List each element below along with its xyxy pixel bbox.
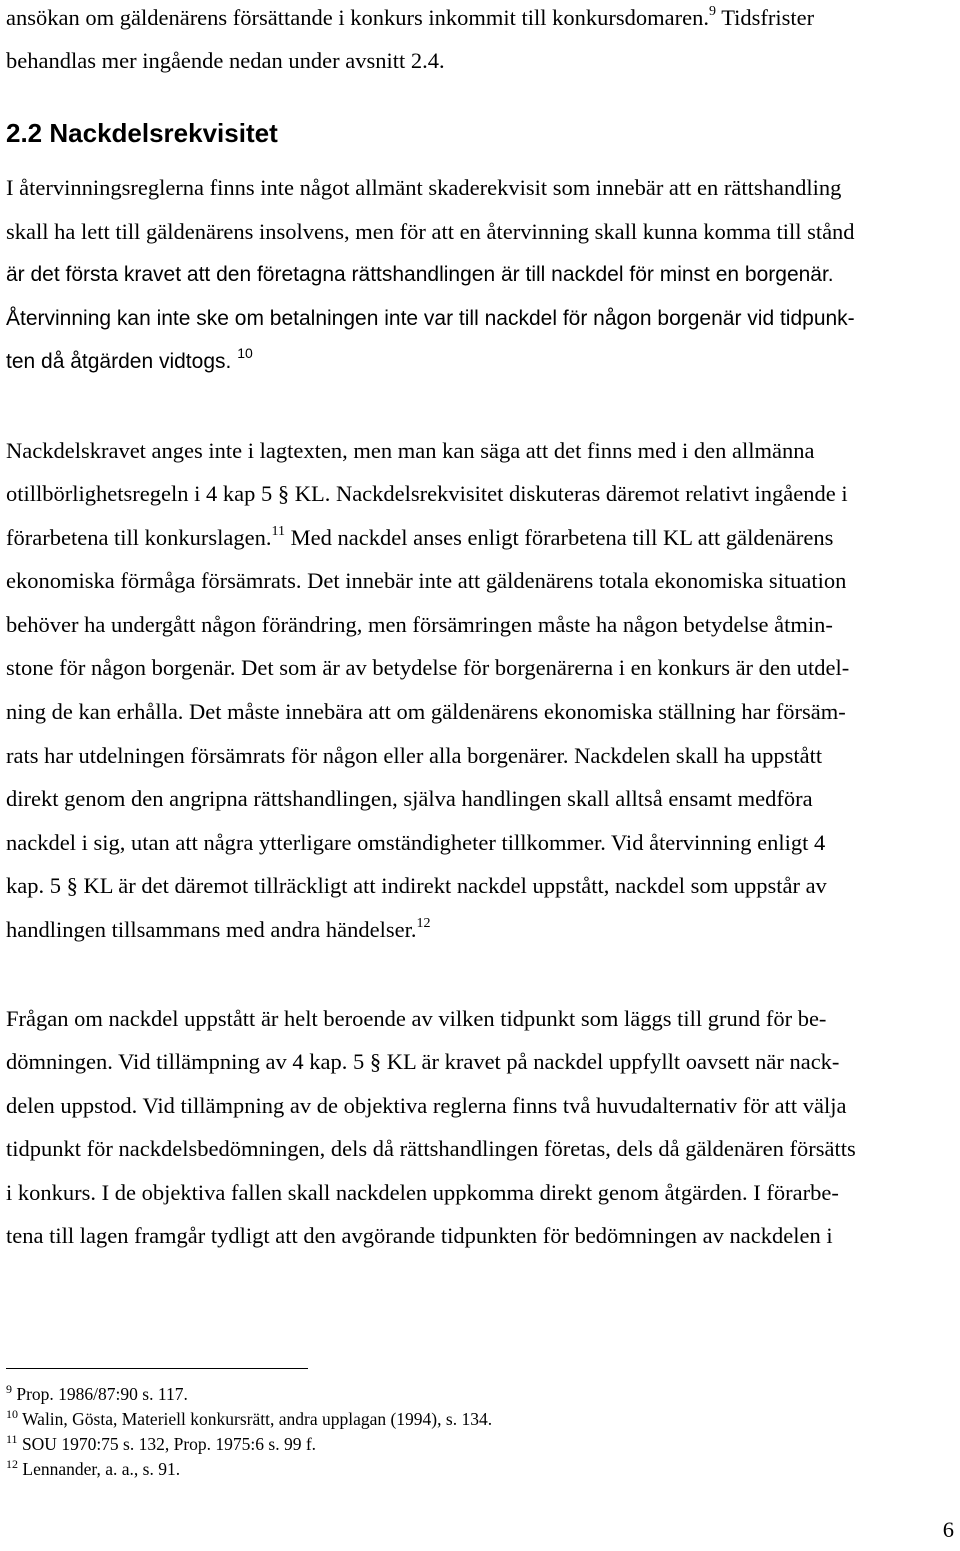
body-line: rats har utdelningen försämrats för någon eller alla borgenärer. Nackdelen skall ha uppstått <box>6 743 823 768</box>
body-line: Återvinning kan inte ske om betalningen inte var till nackdel för någon borgenär vid tidpunk- <box>6 307 855 330</box>
body-line: I återvinningsreglerna finns inte något allmänt skaderekvisit som innebär att en rättshandling <box>6 175 842 200</box>
body-line: delen uppstod. Vid tillämpning av de objektiva reglerna finns två huvudalternativ för att välja <box>6 1093 847 1118</box>
text-run: ten då åtgärden vidtogs. <box>6 350 232 373</box>
body-line: dömningen. Vid tillämpning av 4 kap. 5 § KL är kravet på nackdel uppfyllt oavsett när nack- <box>6 1049 840 1074</box>
body-line <box>6 915 431 945</box>
footnote-separator <box>6 1368 308 1369</box>
body-line: nackdel i sig, utan att några ytterligare omständigheter tillkommer. Vid återvinning enligt 4 <box>6 830 826 855</box>
text-run: handlingen tillsammans med andra händelser. <box>6 917 417 942</box>
footnote-number: 11 <box>6 1432 18 1446</box>
footnote-ref[interactable]: 10 <box>237 345 253 361</box>
body-line: direkt genom den angripna rättshandlingen, själva handlingen skall alltså ensamt medföra <box>6 786 813 811</box>
text-run: Tidsfrister <box>715 5 815 30</box>
body-line: kap. 5 § KL är det däremot tillräckligt att indirekt nackdel uppstått, nackdel som uppstår av <box>6 873 827 898</box>
body-line: tena till lagen framgår tydligt att den avgörande tidpunkten för bedömningen av nackdelen i <box>6 1223 833 1248</box>
footnote-text: Walin, Gösta, Materiell konkursrätt, andra upplagan (1994), s. 134. <box>22 1409 493 1429</box>
body-line <box>6 347 253 377</box>
body-line: ning de kan erhålla. Det måste innebära att om gäldenärens ekonomiska ställning har försäm- <box>6 699 846 724</box>
footnote-text: Prop. 1986/87:90 s. 117. <box>16 1384 188 1404</box>
body-line: skall ha lett till gäldenärens insolvens, men för att en återvinning skall kunna komma till stånd <box>6 219 855 244</box>
text-run: förarbetena till konkurslagen. <box>6 525 272 550</box>
body-line <box>6 523 833 553</box>
footnote-ref[interactable]: 11 <box>271 524 286 539</box>
footnote-ref[interactable]: 12 <box>416 916 431 931</box>
footnote <box>6 1458 180 1480</box>
page-number: 6 <box>942 1517 954 1542</box>
body-line: tidpunkt för nackdelsbedömningen, dels då rättshandlingen företas, dels då gäldenären försätts <box>6 1136 856 1161</box>
body-line <box>6 3 814 33</box>
body-line: Frågan om nackdel uppstått är helt beroende av vilken tidpunkt som läggs till grund för be- <box>6 1006 827 1031</box>
footnote <box>6 1433 316 1455</box>
body-line: Nackdelskravet anges inte i lagtexten, men man kan säga att det finns med i den allmänna <box>6 438 815 463</box>
footnote-ref[interactable]: 9 <box>708 4 716 19</box>
footnote-text: Lennander, a. a., s. 91. <box>22 1459 181 1479</box>
body-line: behöver ha undergått någon förändring, men försämringen måste ha någon betydelse åtmin- <box>6 612 833 637</box>
footnote-number: 12 <box>6 1457 18 1471</box>
footnote <box>6 1383 188 1405</box>
footnote-text: SOU 1970:75 s. 132, Prop. 1975:6 s. 99 f. <box>21 1434 317 1454</box>
body-line: otillbörlighetsregeln i 4 kap 5 § KL. Nackdelsrekvisitet diskuteras däremot relativt ingående i <box>6 481 848 506</box>
footnote-number: 10 <box>6 1407 18 1421</box>
body-line: stone för någon borgenär. Det som är av betydelse för borgenärerna i en konkurs är den utdel- <box>6 655 850 680</box>
text-run: Med nackdel anses enligt förarbetena till KL att gäldenärens <box>285 525 834 550</box>
text-run: ansökan om gäldenärens försättande i konkurs inkommit till konkursdomaren. <box>6 5 709 30</box>
footnote-number: 9 <box>6 1382 12 1396</box>
body-line: behandlas mer ingående nedan under avsnitt 2.4. <box>6 48 445 73</box>
section-heading: 2.2 Nackdelsrekvisitet <box>6 118 278 148</box>
body-line: i konkurs. I de objektiva fallen skall nackdelen uppkomma direkt genom åtgärden. I förarbe- <box>6 1180 839 1205</box>
body-line: ekonomiska förmåga försämrats. Det innebär inte att gäldenärens totala ekonomiska situation <box>6 568 847 593</box>
footnote <box>6 1408 492 1430</box>
body-line: är det första kravet att den företagna rättshandlingen är till nackdel för minst en borgenär. <box>6 263 834 286</box>
